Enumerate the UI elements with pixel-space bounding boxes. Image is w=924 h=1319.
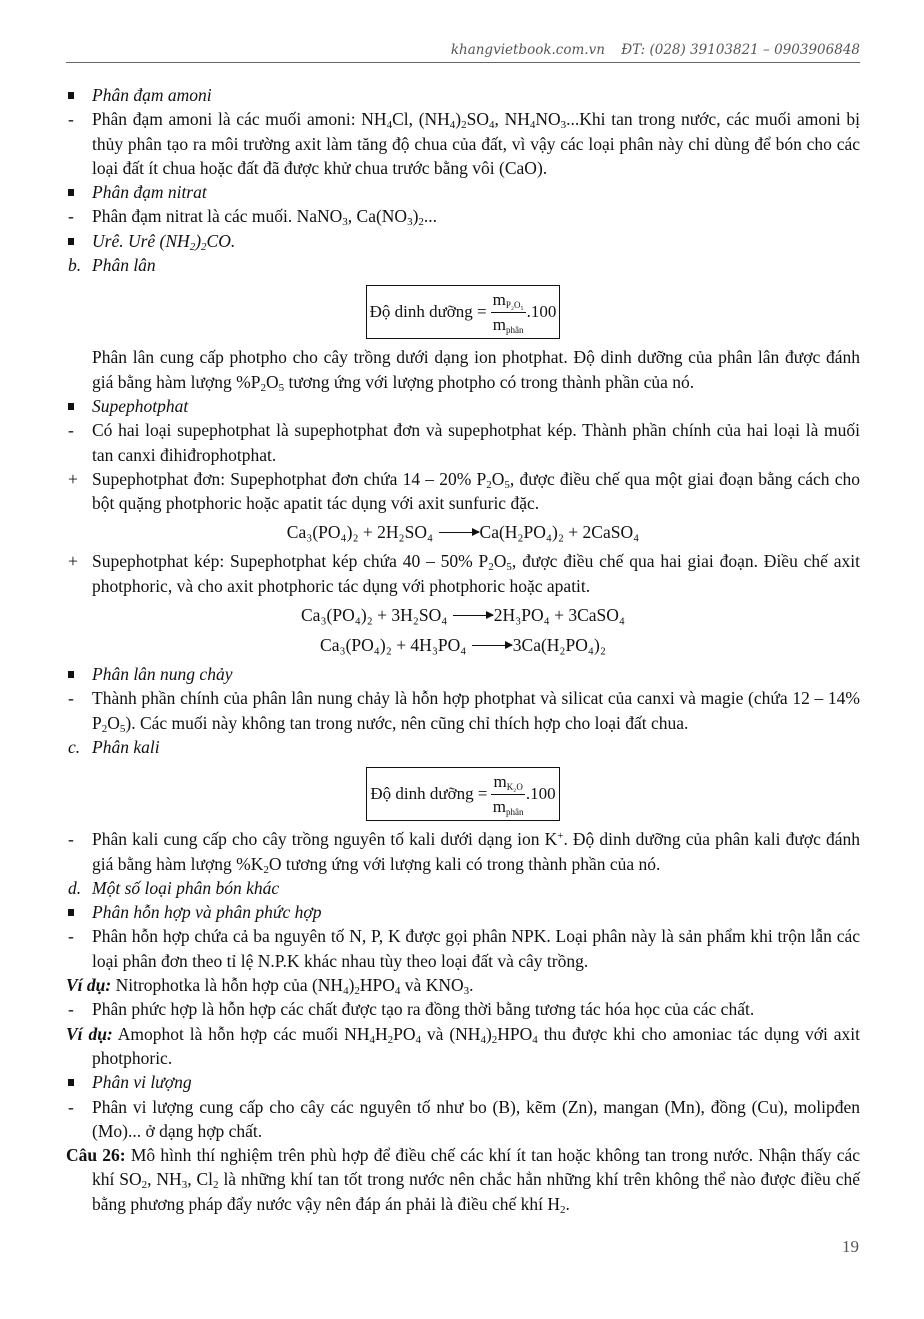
paragraph-supephotphat-kep: + Supephotphat kép: Supephotphat kép chứa 40 – 50% $P_2O_5$, được điều chế qua hai giai đoạn. Điều chế axit photphoric, và cho axit photphoric tác dụng với photphoric hoặc apatit. [68, 551, 860, 596]
formula-box-phosphate: Độ dinh dưỡng = $\frac{m_{P_2O_5}}{m_{phân}}$ .100 [66, 285, 860, 339]
paragraph-kali: - Phân kali cung cấp cho cây trồng nguyên tố kali dưới dạng ion K+. Độ dinh dưỡng của phân kali được đánh giá bằng hàm lượng $\%K_2O$ tương ứng với lượng kali có trong thành phần của nó. [68, 829, 860, 876]
paragraph-hon-hop: - Phân hỗn hợp chứa cả ba nguyên tố N, P, K được gọi phân NPK. Loại phân này là sản phẩm khi trộn lẫn các loại phân đơn theo tỉ lệ N.P.K khác nhau tùy theo loại đất và cây trồng. [68, 926, 860, 971]
dash-marker: - [68, 206, 74, 227]
question-26-answer: Câu 26: Mô hình thí nghiệm trên phù hợp để điều chế các khí ít tan hoặc không tan trong nước. Nhận thấy các khí $SO_2$, $NH_3$, $Cl_2$ là những khí tan tốt trong nước nên chắc hẳn những khí trên không thể nào được điều chế bằng phương pháp đẩy nước vậy nên đáp án phải là điều chế khí $H_2$. [66, 1145, 861, 1216]
plus-marker: + [68, 468, 78, 489]
dash-marker: - [68, 420, 74, 441]
arrow-icon [439, 532, 479, 533]
example-amophot: Ví dụ: Amophot là hỗn hợp các muối $NH_4H_2PO_4$ và $(NH_4)_2HPO_4$ thu được khi cho amoniac tác dụng với axit photphoric. [66, 1023, 860, 1068]
dash-marker: - [68, 999, 74, 1020]
paragraph-supephotphat: - Có hai loại supephotphat là supephotphat đơn và supephotphat kép. Thành phần chính của hai loại là muối tan canxi đihiđrophotphat. [68, 420, 860, 465]
square-bullet-icon [68, 662, 88, 686]
paragraph-lan: Phân lân cung cấp photpho cho cây trồng dưới dạng ion photphat. Độ dinh dưỡng của phân lân được đánh giá bằng hàm lượng $\%P_2O_5$ tương ứng với lượng photpho có trong thành phần của nó. [92, 347, 860, 394]
square-bullet-icon [68, 180, 88, 204]
equation-1: Ca₃(PO₄)₂ + 2H₂SO₄ Ca(H₂PO₄)₂ + 2CaSO₄ [286, 522, 640, 543]
arrow-icon [472, 645, 512, 646]
page-header [66, 42, 860, 63]
header-website: khangvietbook.com.vn [450, 42, 605, 58]
paragraph-amoni: - Phân đạm amoni là các muối amoni: $NH_4Cl$, $(NH_4)_2SO_4$, $NH_4NO_3...Khi$ tan trong nước, các muối amoni bị thủy phân tạo ra môi trường axit làm tăng độ chua của đất, vì vậy các loại phân này chỉ dùng để bón cho các loại đất ít chua hoặc đất đã được khử chua trước bằng vôi (CaO). [68, 109, 861, 178]
header-phone: ĐT: (028) 39103821 – 0903906848 [621, 42, 860, 58]
paragraph-supephotphat-don: + Supephotphat đơn: Supephotphat đơn chứa 14 – 20% $P_2O_5$, được điều chế qua một giai đoạn bằng cách cho bột quặng photphoric hoặc apatit tác dụng với axit sunfuric đặc. [68, 468, 861, 514]
square-bullet-icon [68, 394, 88, 418]
square-bullet-icon [68, 83, 88, 107]
formula-box-potassium: Độ dinh dưỡng = $\frac{m_{K_2O}}{m_{phân}}$ .100 [66, 767, 860, 821]
bullet-heading-nung-chay: Phân lân nung chảy [66, 662, 860, 686]
arrow-icon [453, 615, 493, 616]
square-bullet-icon [68, 229, 88, 253]
formula-fraction: $\frac{m_{P_2O_5}}{m_{phân}}$ [492, 289, 524, 335]
formula-lhs: Độ dinh dưỡng = [370, 784, 488, 804]
bullet-heading-hon-hop: Phân hỗn hợp và phân phức hợp [66, 900, 860, 924]
paragraph-nung-chay: - Thành phần chính của phân lân nung chảy là hỗn hợp photphat và silicat của canxi và magie (chứa 12 – 14% $P_2O_5$). Các muối này không tan trong nước, nên cũng chỉ thích hợp cho loại đất chua. [68, 688, 860, 735]
paragraph-nitrat: - Phân đạm nitrat là các muối. NaNO$_3$, $Ca(NO_3)_2$... [68, 206, 438, 229]
dash-marker: - [68, 926, 74, 947]
dash-marker: - [68, 829, 74, 850]
formula-lhs: Độ dinh dưỡng = [369, 302, 487, 322]
square-bullet-icon [68, 900, 88, 924]
section-heading-c: c. Phân kali [68, 736, 160, 757]
dash-marker: - [68, 688, 74, 709]
dash-marker: - [68, 109, 74, 130]
equation-3: Ca₃(PO₄)₂ + 4H₃PO₄ 3Ca(H₂PO₄)₂ [320, 635, 606, 656]
dash-marker: - [68, 1096, 74, 1117]
bullet-heading-amoni: Phân đạm amoni [66, 83, 860, 107]
section-heading-b: b. Phân lân [68, 255, 156, 276]
bullet-heading-nitrat: Phân đạm nitrat [66, 180, 860, 204]
bullet-heading-vi-luong: Phân vi lượng [66, 1070, 860, 1094]
plus-marker: + [68, 551, 78, 572]
bullet-heading-supephotphat: Supephotphat [66, 394, 860, 418]
paragraph-phuc-hop: - Phân phức hợp là hỗn hợp các chất được tạo ra đồng thời bằng tương tác hóa học của các chất. [66, 997, 860, 1021]
equation-2: Ca₃(PO₄)₂ + 3H₂SO₄ 2H₃PO₄ + 3CaSO₄ [301, 605, 625, 626]
square-bullet-icon [68, 1070, 88, 1094]
page-number: 19 [842, 1237, 859, 1256]
document-body [66, 83, 860, 1216]
paragraph-vi-luong: - Phân vi lượng cung cấp cho cây các nguyên tố như bo (B), kẽm (Zn), mangan (Mn), đồng (Cu), molipđen (Mo)... ở dạng hợp chất. [68, 1096, 860, 1141]
section-heading-d: d. Một số loại phân bón khác [68, 877, 280, 898]
example-nitrophotka: Ví dụ: Nitrophotka là hỗn hợp của $(NH_4)_2HPO_4$ và $KNO_3$. [66, 975, 474, 998]
formula-fraction: $\frac{m_{K_2O}}{m_{phân}}$ [492, 771, 524, 817]
bullet-heading-ure: Urê. Urê $(NH_2)_2CO$. [66, 229, 860, 253]
